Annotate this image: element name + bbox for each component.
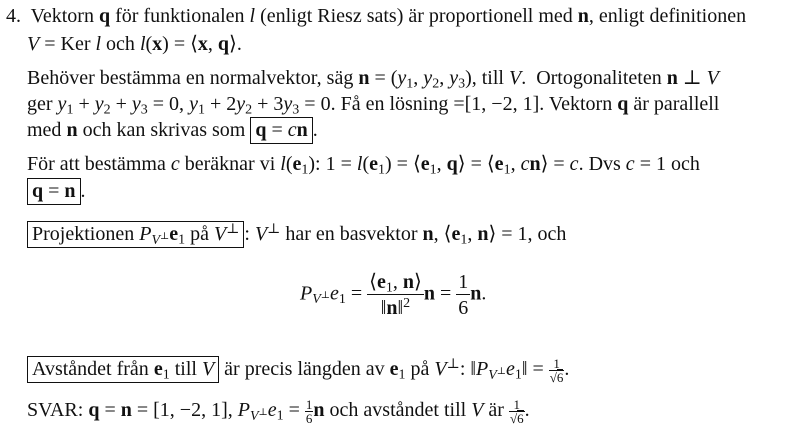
answer-fraction-one-sixth: $\frac{1}{6}$	[305, 397, 313, 426]
projection-equation: $P_{V^\perp}e_1$ = $\frac{⟨e_1, n⟩}{‖n‖^2}$ n = $\frac{1}{6}$ n.	[300, 271, 487, 319]
item-line-1: 4. Vektorn q för funktionalen l (enligt Riesz sats) är proportionell med n, enligt definitionen	[6, 5, 747, 27]
answer-fraction-one-over-sqrt6: $\frac{1}{√6}$	[509, 397, 524, 426]
para2-line-2: q = n .	[27, 181, 86, 201]
para3-line: Projektionen $P_{V^\perp}e_1$ på V⊥ : V⊥ har en basvektor n, $⟨e_1$, n⟩ = 1, och	[27, 224, 566, 244]
para1-line-2: ger $y_1 + y_2 + y_3 = 0$, $y_1 + 2y_2 + 3y_3 = 0$. Få en lösning =[1, −2, 1]. Vektorn q är parallell	[27, 93, 720, 118]
boxed-q-equals-n: q = n	[27, 178, 81, 205]
para2-line-1: För att bestämma c beräknar vi $l(e_1)$: $1 = l(e_1)$ = $⟨e_1$, q⟩ = $⟨e_1$, cn⟩ = c. Dvs c = 1 och	[27, 153, 700, 178]
fraction-one-over-sqrt6: $\frac{1}{√6}$	[549, 356, 564, 385]
item-number: 4.	[6, 5, 21, 27]
para1-line-3: med n och kan skrivas som q = cn .	[27, 120, 318, 140]
fraction-inner-product-over-norm: $\frac{⟨e_1, n⟩}{‖n‖^2}$	[369, 271, 422, 319]
para4-line: Avståndet från $e_1$ till V är precis längden av $e_1$ på V⊥: $‖P_{V^\perp}e_1‖$ = $\frac{1}{√6}$ .	[27, 357, 569, 384]
answer-line: SVAR: q = n = [1, −2, 1], $P_{V^\perp}e_1$ = $\frac{1}{6}$ n och avståndet till V är $\frac{1}{√6}$ .	[27, 397, 530, 426]
boxed-q-equals-cn: q = cn	[250, 117, 312, 144]
item-line-2: V = Ker l och l(x) = ⟨x, q⟩.	[27, 33, 242, 55]
boxed-projection-label: Projektionen $P_{V^\perp}e_1$ på V⊥	[27, 221, 244, 248]
fraction-one-sixth: $\frac{1}{6}$	[458, 271, 469, 319]
para1-line-1: Behöver bestämma en normalvektor, säg $n = (y_1$, $y_2$, $y_3$), till V. Ortogonaliteten n ⊥ V	[27, 67, 719, 92]
boxed-distance-label: Avståndet från $e_1$ till V	[27, 356, 219, 383]
